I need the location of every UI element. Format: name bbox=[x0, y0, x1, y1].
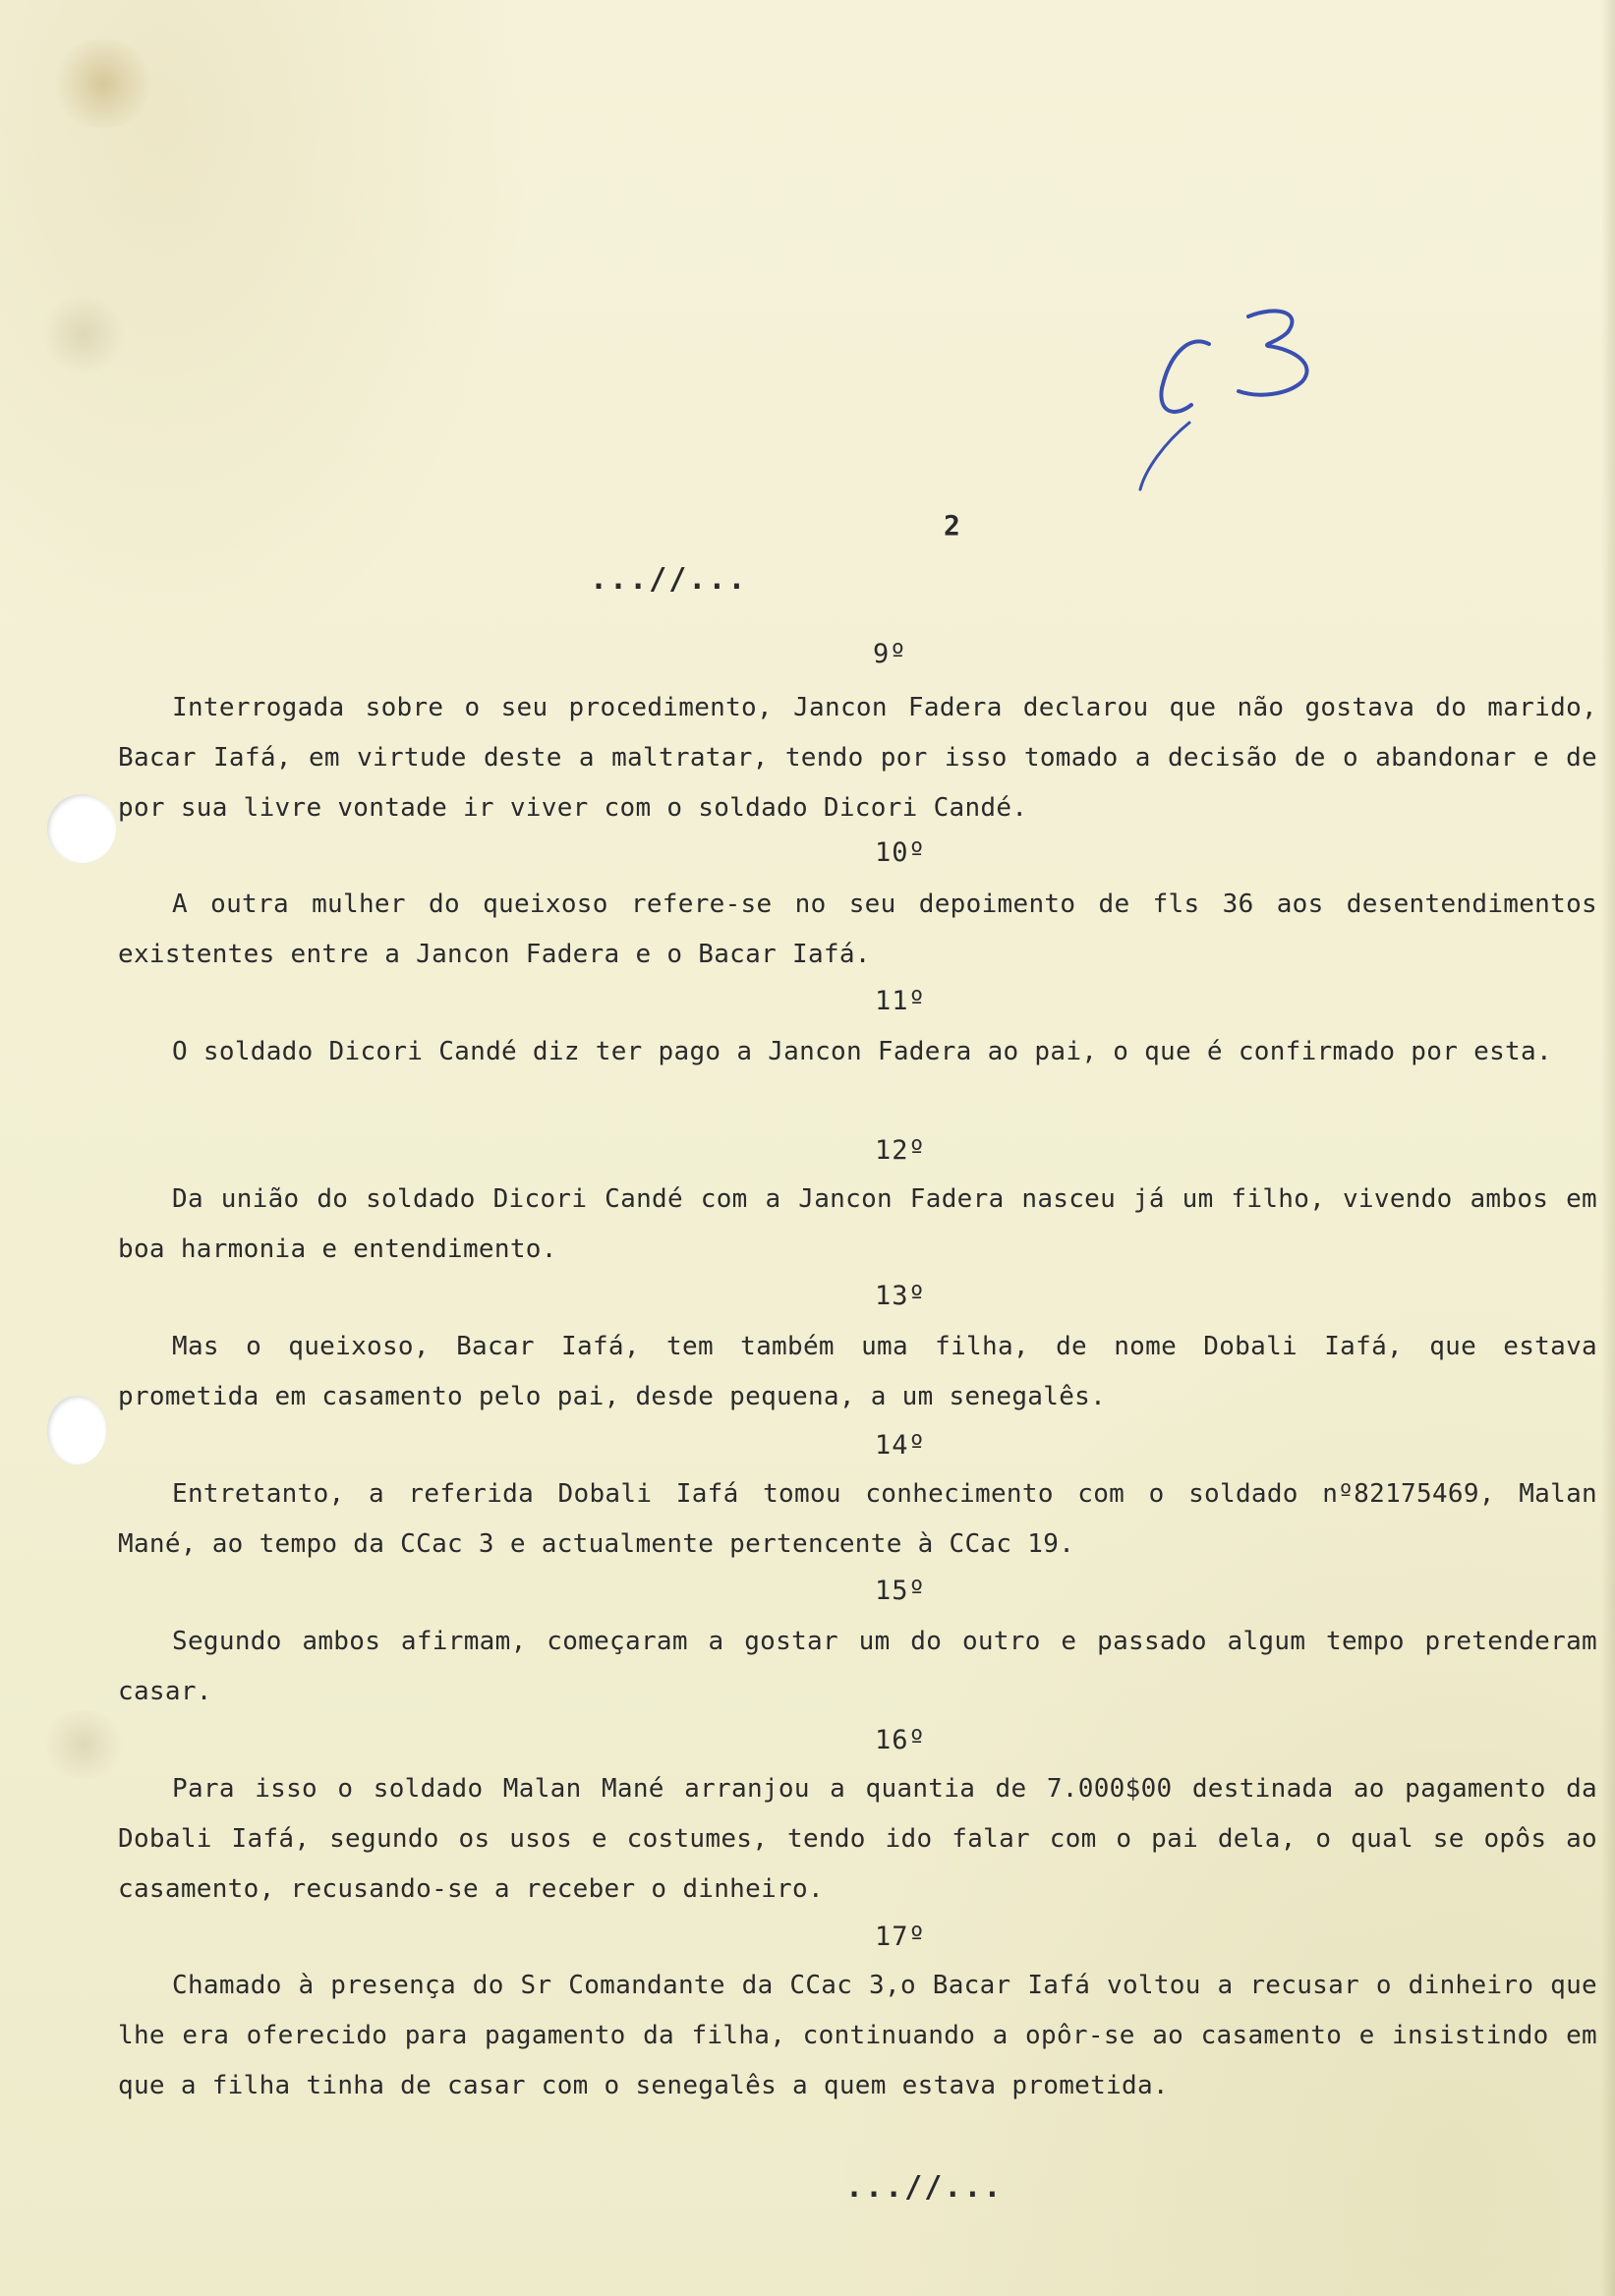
paragraph-text: Chamado à presença do Sr Comandante da CCac 3,o Bacar Iafá voltou a recusar o dinheiro que lhe era oferecido para pagamento da filha, continuando a opôr-se ao casamento e insistindo em que a filha tinha de casar com o senegalês a quem estava prometida. bbox=[118, 1971, 1597, 2100]
paragraph-number: 12º bbox=[875, 1135, 926, 1166]
paragraph-number: 17º bbox=[875, 1922, 926, 1952]
continuation-mark-bottom: ...//... bbox=[845, 2170, 1004, 2205]
punch-hole bbox=[47, 794, 116, 863]
stain-mark bbox=[49, 39, 157, 128]
paragraph-text: Interrogada sobre o seu procedimento, Jancon Fadera declarou que não gostava do marido, Bacar Iafá, em virtude deste a maltratar, tendo por isso tomado a decisão de o abandonar e de por sua livre vontade ir viver com o soldado Dicori Candé. bbox=[118, 693, 1597, 823]
paragraph-text: Da união do soldado Dicori Candé com a Jancon Fadera nasceu já um filho, vivendo ambos em boa harmonia e entendimento. bbox=[118, 1184, 1597, 1264]
paragraph-text: Para isso o soldado Malan Mané arranjou a quantia de 7.000$00 destinada ao pagamento da Dobali Iafá, segundo os usos e costumes, tendo ido falar com o pai dela, o qual se opôs ao casamento, recusando-se a receber o dinheiro. bbox=[118, 1774, 1597, 1904]
punch-hole bbox=[47, 1396, 106, 1464]
annotation-stroke-3 bbox=[1239, 311, 1307, 394]
paragraph-number: 15º bbox=[875, 1576, 926, 1606]
paragraph-number: 9º bbox=[873, 639, 907, 669]
continuation-mark-top: ...//... bbox=[590, 562, 748, 597]
paragraph-text: A outra mulher do queixoso refere-se no seu depoimento de fls 36 aos desentendimentos existentes entre a Jancon Fadera e o Bacar Iafá. bbox=[118, 890, 1597, 969]
paragraph-text: O soldado Dicori Candé diz ter pago a Jancon Fadera ao pai, o que é confirmado por esta. bbox=[172, 1037, 1552, 1066]
paragraph-text: Entretanto, a referida Dobali Iafá tomou conhecimento com o soldado nº82175469, Malan Mané, ao tempo da CCac 3 e actualmente pertencente à CCac 19. bbox=[118, 1479, 1597, 1559]
paragraph-number: 16º bbox=[875, 1725, 926, 1755]
paragraph-number: 14º bbox=[875, 1430, 926, 1461]
paragraph-text: Mas o queixoso, Bacar Iafá, tem também uma filha, de nome Dobali Iafá, que estava prometida em casamento pelo pai, desde pequena, a um senegalês. bbox=[118, 1332, 1597, 1411]
paragraph-text: Segundo ambos afirmam, começaram a gostar um do outro e passado algum tempo pretenderam casar. bbox=[118, 1627, 1597, 1706]
page-number: 2 bbox=[944, 509, 960, 542]
paragraph-number: 11º bbox=[875, 986, 926, 1016]
stain-mark bbox=[39, 295, 128, 373]
page-edge-shadow bbox=[1601, 0, 1615, 2296]
annotation-stroke-c bbox=[1161, 341, 1209, 412]
stain-mark bbox=[39, 1710, 128, 1779]
annotation-stroke-underline bbox=[1140, 423, 1189, 489]
handwritten-annotation bbox=[1130, 295, 1406, 501]
paragraph-number: 10º bbox=[875, 837, 926, 868]
paragraph-number: 13º bbox=[875, 1281, 926, 1311]
